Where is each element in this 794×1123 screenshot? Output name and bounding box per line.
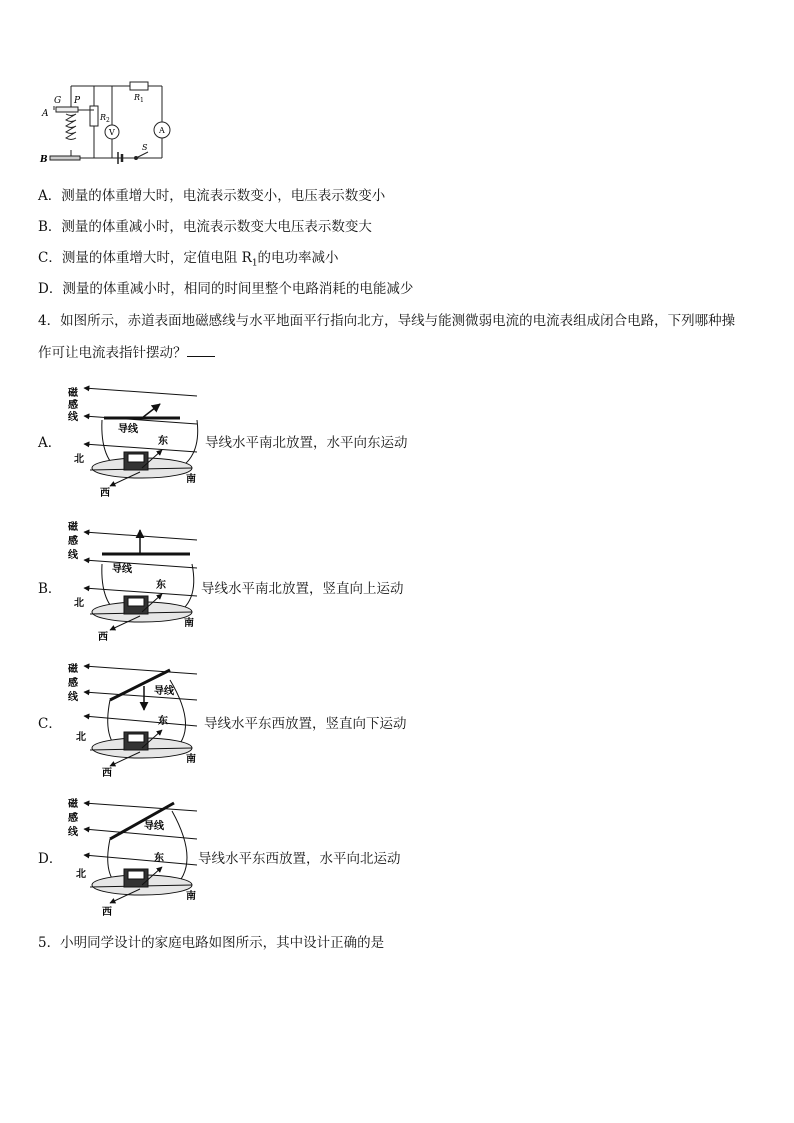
wire-label: 导线	[144, 821, 164, 832]
q3-option-b	[38, 218, 372, 236]
q4-stem-line1: 4．如图所示，赤道表面地磁感线与水平地面平行指向北方，导线与能测微弱电流的电流表组成闭合电路，下列哪种操	[38, 313, 736, 329]
q5-stem: 5．小明同学设计的家庭电路如图所示，其中设计正确的是	[38, 935, 385, 951]
mag-label-1: 磁	[68, 799, 78, 810]
mag-label-3: 线	[68, 827, 78, 838]
option-letter: A．	[38, 188, 62, 204]
mag-label-1: 磁	[68, 388, 78, 399]
figure-option-d	[62, 795, 202, 920]
wire-label: 导线	[112, 564, 132, 575]
label-r1-sub: 1	[140, 97, 144, 104]
q4-option-a-text: 导线水平南北放置，水平向东运动	[205, 435, 408, 451]
q4-option-d-text: 导线水平东西放置，水平向北运动	[198, 851, 401, 867]
north-label: 北	[74, 454, 84, 465]
option-letter: D．	[38, 281, 63, 297]
label-p: P	[74, 96, 81, 106]
option-text: 测量的体重减小时，电流表示数变大电压表示数变大	[61, 219, 372, 235]
answer-blank	[187, 343, 215, 357]
option-text: 测量的体重增大时，定值电阻 R	[61, 250, 252, 266]
north-label: 北	[76, 732, 86, 743]
west-label: 西	[100, 488, 110, 499]
mag-label-3: 线	[68, 692, 78, 703]
wire-label: 导线	[118, 424, 138, 435]
option-letter: C．	[38, 250, 62, 266]
south-label: 南	[184, 618, 194, 629]
label-r1: R	[134, 93, 141, 102]
q4-option-c-text: 导线水平东西放置，竖直向下运动	[204, 716, 407, 732]
label-v: V	[109, 128, 115, 137]
west-label: 西	[102, 907, 112, 918]
subscript: 1	[251, 258, 258, 269]
circuit-diagram	[36, 80, 186, 170]
north-label: 北	[76, 869, 86, 880]
south-label: 南	[186, 754, 196, 765]
mag-label-2: 感	[68, 813, 78, 824]
q4-option-b-text: 导线水平南北放置，竖直向上运动	[201, 581, 404, 597]
mag-label-3: 线	[68, 412, 78, 423]
west-label: 西	[98, 632, 108, 643]
q4-stem-line2	[38, 343, 215, 362]
mag-label-2: 感	[68, 536, 78, 547]
label-a: A	[42, 109, 49, 119]
mag-label-3: 线	[68, 550, 78, 561]
label-ammeter: A	[159, 126, 165, 135]
q3-option-a	[38, 187, 385, 205]
q4-option-c-letter: C．	[38, 716, 62, 732]
west-label: 西	[102, 768, 112, 779]
east-label: 东	[154, 853, 164, 864]
mag-label-2: 感	[68, 400, 78, 411]
q4-stem-text: 作可让电流表指针摆动？	[38, 345, 187, 361]
label-r2: R	[100, 113, 107, 122]
option-text: 的电功率减小	[257, 250, 339, 266]
q4-option-a-letter: A．	[38, 435, 62, 451]
north-label: 北	[74, 598, 84, 609]
q3-option-c	[38, 249, 339, 273]
figure-option-c	[62, 660, 202, 785]
mag-label-2: 感	[68, 678, 78, 689]
label-g: G	[54, 96, 62, 106]
figure-option-b	[62, 520, 202, 645]
label-b: B	[40, 155, 48, 165]
south-label: 南	[186, 891, 196, 902]
q4-option-d-letter: D．	[38, 851, 63, 867]
east-label: 东	[158, 716, 168, 727]
figure-option-a	[62, 380, 202, 500]
option-text: 测量的体重增大时，电流表示数变小，电压表示数变小	[61, 188, 386, 204]
q4-option-b-letter: B．	[38, 581, 62, 597]
mag-label-1: 磁	[68, 664, 78, 675]
mag-label-1: 磁	[68, 522, 78, 533]
east-label: 东	[156, 580, 166, 591]
option-letter: B．	[38, 219, 62, 235]
q3-option-d	[38, 280, 413, 298]
south-label: 南	[186, 474, 196, 485]
east-label: 东	[158, 436, 168, 447]
label-r2-sub: 2	[106, 117, 110, 124]
option-text: 测量的体重减小时，相同的时间里整个电路消耗的电能减少	[62, 281, 414, 297]
label-s: S	[142, 143, 148, 152]
wire-label: 导线	[154, 686, 174, 697]
